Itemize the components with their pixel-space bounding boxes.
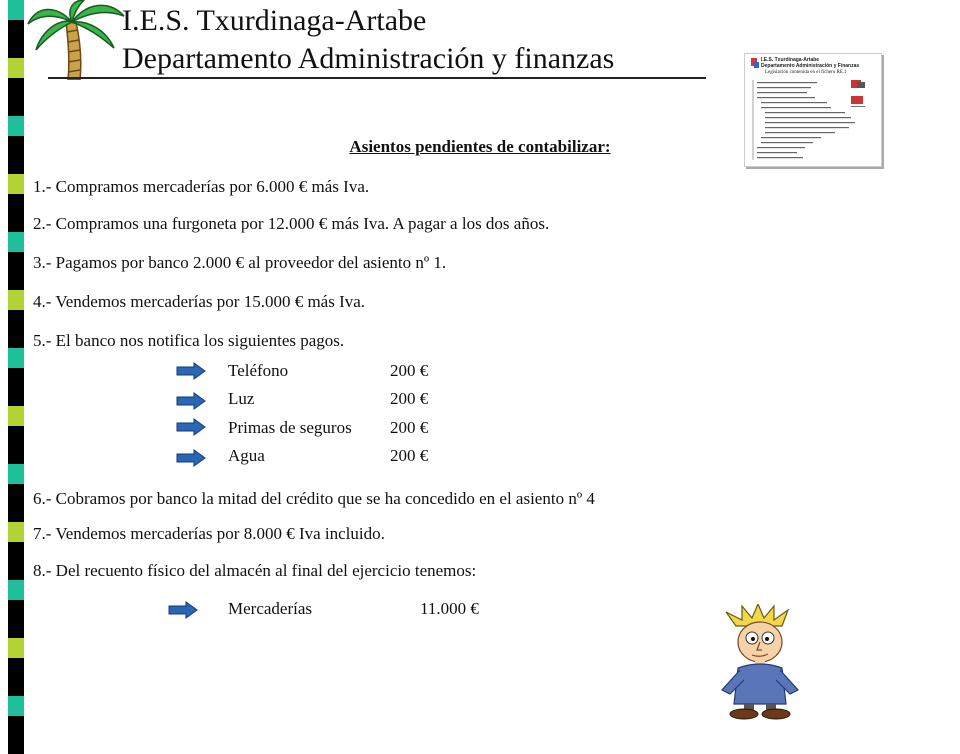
list-item: 3.- Pagamos por banco 2.000 € al proveedor del asiento nº 1.	[33, 253, 447, 272]
stock-concept: Mercaderías	[228, 599, 313, 618]
stripe-segment	[8, 194, 24, 232]
header-divider	[48, 77, 706, 79]
stripe-segment	[8, 310, 24, 348]
palm-tree-logo	[26, 0, 126, 80]
stripe-segment	[8, 348, 24, 368]
thumbnail-department: Departamento Administración y Finanzas	[761, 63, 860, 69]
stripe-segment	[8, 116, 24, 136]
stock-amount: 11.000 €	[420, 599, 479, 618]
list-item: 5.- El banco nos notifica los siguientes pagos.	[33, 331, 345, 350]
stripe-segment	[8, 716, 24, 754]
stripe-segment	[8, 580, 24, 600]
stripe-segment	[8, 464, 24, 484]
payment-amount: 200 €	[390, 389, 429, 408]
thumbnail-subtitle: Legislación contenida en el fichero RE.1	[765, 70, 847, 75]
arrow-right-icon	[176, 418, 206, 436]
list-item: 4.- Vendemos mercaderías por 15.000 € más Iva.	[33, 292, 366, 311]
stripe-segment	[8, 252, 24, 290]
stripe-segment	[8, 638, 24, 658]
list-item: 1.- Compramos mercaderías por 6.000 € más Iva.	[33, 177, 370, 196]
stripe-segment	[8, 600, 24, 638]
payment-concept: Luz	[228, 389, 255, 408]
cartoon-character	[712, 604, 818, 720]
arrow-right-icon	[176, 449, 206, 467]
arrow-right-icon	[176, 392, 206, 410]
stripe-segment	[8, 658, 24, 696]
stripe-segment	[8, 368, 24, 406]
section-heading: Asientos pendientes de contabilizar:	[349, 137, 611, 156]
thumbnail-school: I.E.S. Txurdinaga-Artabe	[761, 57, 820, 63]
stripe-segment	[8, 290, 24, 310]
decorative-stripe	[0, 0, 28, 720]
stripe-segment	[8, 20, 24, 58]
stripe-segment	[8, 232, 24, 252]
stripe-segment	[8, 58, 24, 78]
arrow-right-icon	[176, 362, 206, 380]
stripe-segment	[8, 542, 24, 580]
payment-concept: Agua	[228, 446, 265, 465]
arrow-right-icon	[168, 601, 198, 619]
stripe-segment	[8, 174, 24, 194]
stripe-segment	[8, 484, 24, 522]
payment-amount: 200 €	[390, 446, 429, 465]
stripe-segment	[8, 426, 24, 464]
payment-amount: 200 €	[390, 418, 429, 437]
payment-concept: Teléfono	[228, 361, 289, 380]
stripe-segment	[8, 522, 24, 542]
school-title: I.E.S. Txurdinaga-Artabe	[122, 4, 427, 37]
stripe-segment	[8, 0, 24, 20]
payment-concept: Primas de seguros	[228, 418, 352, 437]
stripe-segment	[8, 406, 24, 426]
list-item: 8.- Del recuento físico del almacén al final del ejercicio tenemos:	[33, 561, 477, 580]
department-title: Departamento Administración y finanzas	[122, 42, 615, 75]
stripe-segment	[8, 696, 24, 716]
payment-amount: 200 €	[390, 361, 429, 380]
list-item: 2.- Compramos una furgoneta por 12.000 € más Iva. A pagar a los dos años.	[33, 214, 550, 233]
list-item: 6.- Cobramos por banco la mitad del crédito que se ha concedido en el asiento nº 4	[33, 489, 595, 508]
list-item: 7.- Vendemos mercaderías por 8.000 € Iva incluido.	[33, 524, 385, 543]
stripe-segment	[8, 78, 24, 116]
